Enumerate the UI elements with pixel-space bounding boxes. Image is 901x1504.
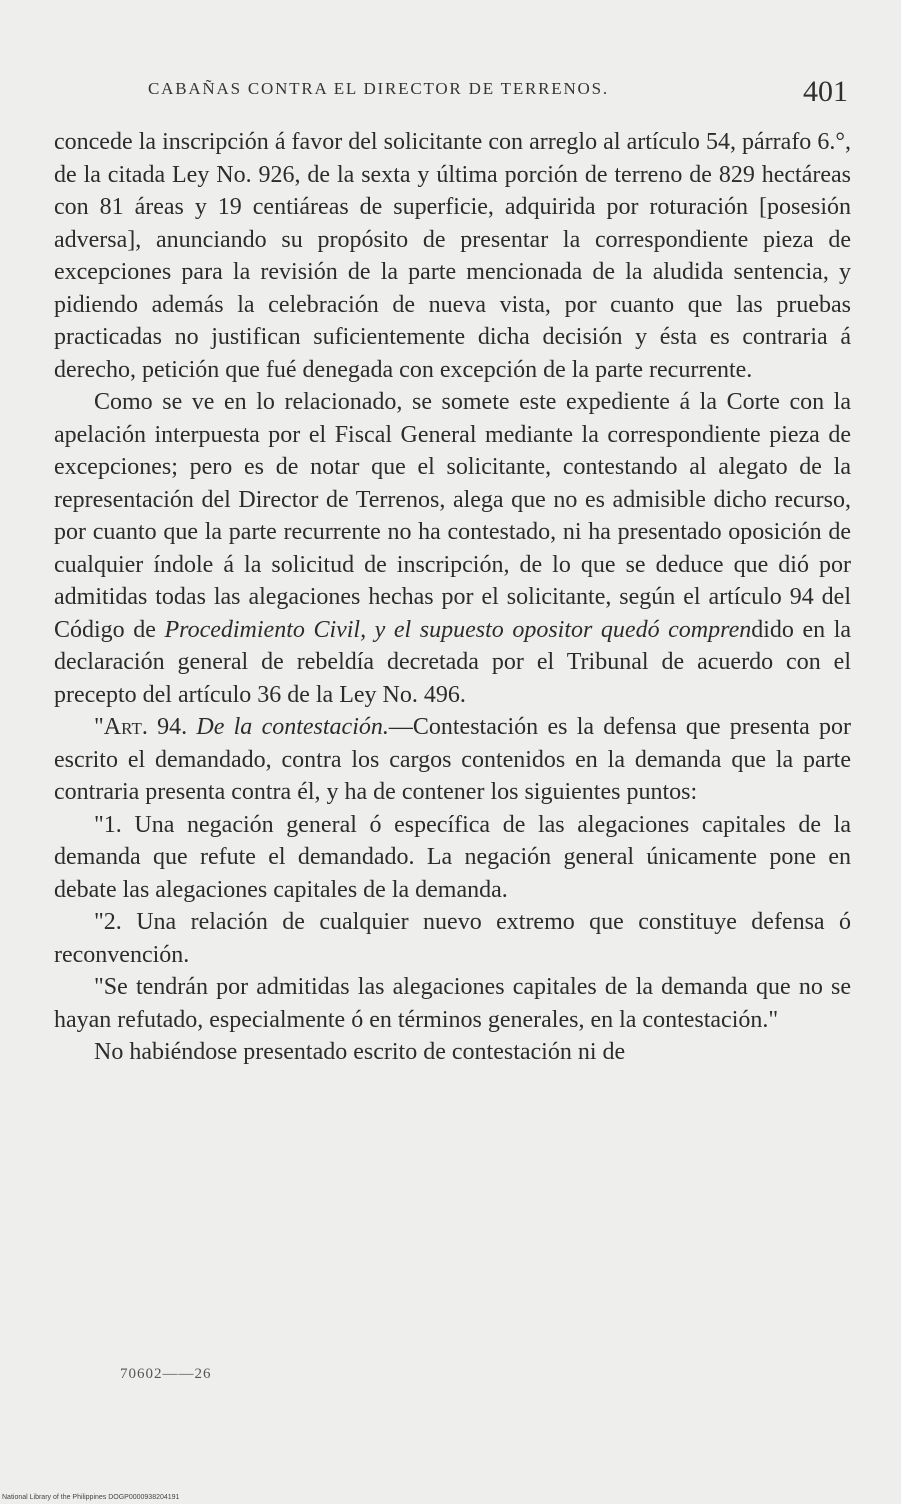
paragraph-1: concede la inscripción á favor del solicitante con arreglo al artículo 54, párrafo 6.°, de la citada Ley No. 926, de la sexta y última porción de terreno de 829 hectáreas con 81 áreas y 19 centiáreas de superficie, adquirida por roturación [posesión adversa], anunciando su propósito de presentar la correspondiente pieza de excepciones para la revisión de la parte mencionada de la aludida sentencia, y pidiendo además la celebración de nueva vista, por cuanto que las pruebas practicadas no justifican suficientemente dicha decisión y ésta es contraria á derecho, petición que fué denegada con excepción de la parte recurrente. xyxy=(54,129,851,383)
paragraph-2-italic-text: Procedimiento Civil, y el supuesto opositor quedó compren xyxy=(164,616,752,643)
running-title: CABAÑAS CONTRA EL DIRECTOR DE TERRENOS. xyxy=(148,79,609,98)
paragraph-5-point-2: "2. Una relación de cualquier nuevo extremo que constituye defensa ó reconvención. xyxy=(54,909,851,968)
paragraph-2-text-a: Como se ve en lo relacionado, se somete este expediente á la Corte con la apelación interpuesta por el Fiscal General mediante la correspondiente pieza de excepciones; pero es de notar que el solicitante, contestando al alegato de la representación del Director de Terrenos, alega que no es admisible dicho recurso, por cuanto que la parte recurrente no ha contestado, ni ha presentado oposición de cualquier índole á la solicitud de inscripción, de lo que se deduce que dió por admitidas todas las alegaciones hechas por el solicitante, según el artículo 94 del Código de xyxy=(54,389,851,643)
page-number: 401 xyxy=(803,75,848,108)
body-text xyxy=(54,126,851,1069)
paragraph-7: No habiéndose presentado escrito de contestación ni de xyxy=(94,1039,626,1065)
article-text: —Contestación es la defensa que presenta por escrito el demandado, contra los cargos contenidos en la demanda que la parte contraria presenta contra él, y ha de contener los siguientes puntos: xyxy=(54,714,851,805)
printer-signature: 70602——26 xyxy=(120,1366,212,1382)
paragraph-2 xyxy=(54,386,851,711)
paragraph-3-article-94 xyxy=(54,711,851,809)
digitization-credit: National Library of the Philippines DOGP000093820419​1 xyxy=(2,1494,180,1501)
paragraph-6: "Se tendrán por admitidas las alegaciones capitales de la demanda que no se hayan refutado, especialmente ó en términos generales, en la contestación." xyxy=(54,974,851,1033)
article-lead: "Art. 94. xyxy=(94,714,197,740)
article-heading: De la contestación. xyxy=(196,714,389,740)
paragraph-4-point-1: "1. Una negación general ó específica de las alegaciones capitales de la demanda que refute el demandado. La negación general únicamente pone en debate las alegaciones capitales de la demanda. xyxy=(54,811,851,903)
running-head xyxy=(148,75,848,107)
paragraph-2-text-b: dido en la declaración general de rebeldía decretada por el Tribunal de acuerdo con el precepto del artículo 36 de la Ley No. 496. xyxy=(54,616,852,708)
